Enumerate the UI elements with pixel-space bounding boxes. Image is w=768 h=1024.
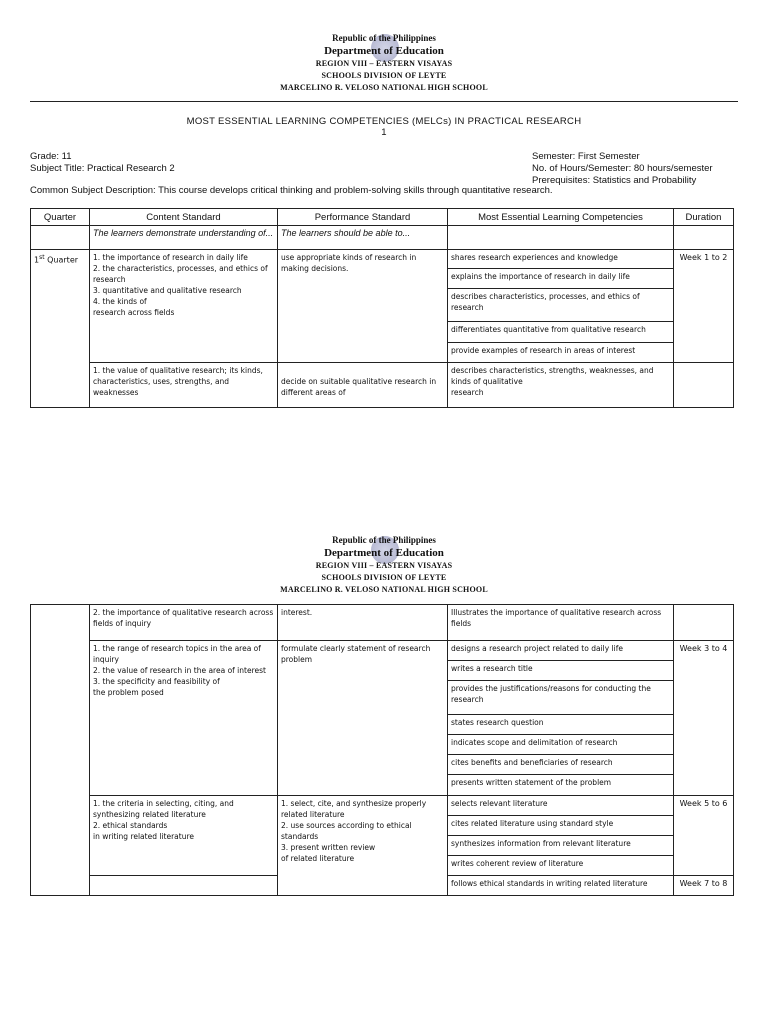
- subject-label: Subject Title: Practical Research 2: [30, 163, 175, 174]
- header-duration: Duration: [674, 209, 734, 226]
- performance-standard-block2: formulate clearly statement of research problem: [278, 641, 448, 796]
- content-standard-block2: 1. the range of research topics in the area of inquiry 2. the value of research in the area of interest 3. the specificity and feasibility of the problem posed: [90, 641, 278, 796]
- content-standard-block3: 1. the criteria in selecting, citing, and synthesizing related literature 2. ethical standards in writing related literature: [90, 796, 278, 876]
- header-melc: Most Essential Learning Competencies: [448, 209, 674, 226]
- prerequisites-label: Prerequisites: Statistics and Probability: [532, 175, 697, 186]
- republic-label: Republic of the Philippines: [332, 33, 436, 43]
- melc-item: describes characteristics, processes, and ethics of research: [448, 289, 674, 322]
- school-label: MARCELINO R. VELOSO NATIONAL HIGH SCHOOL: [280, 585, 488, 594]
- subheader-quarter-cell: [31, 226, 90, 250]
- document-header: [0, 534, 768, 596]
- header-quarter: Quarter: [31, 209, 90, 226]
- school-label: MARCELINO R. VELOSO NATIONAL HIGH SCHOOL: [280, 83, 488, 92]
- melc-item: Illustrates the importance of qualitative research across fields: [448, 605, 674, 641]
- melc-item: describes characteristics, strengths, weaknesses, and kinds of qualitative research: [448, 363, 674, 408]
- duration-row1: [674, 605, 734, 641]
- melc-item: writes coherent review of literature: [448, 856, 674, 876]
- header-content-standard: Content Standard: [90, 209, 278, 226]
- melc-item: cites related literature using standard style: [448, 816, 674, 836]
- duration-block1: Week 1 to 2: [674, 250, 734, 363]
- semester-label: Semester: First Semester: [532, 151, 640, 162]
- melc-item: provides the justifications/reasons for conducting the research: [448, 681, 674, 715]
- division-label: SCHOOLS DIVISION OF LEYTE: [321, 573, 447, 582]
- melc-item: states research question: [448, 715, 674, 735]
- quarter-ordinal: st: [39, 254, 45, 261]
- performance-standard-row1: interest.: [278, 605, 448, 641]
- region-label: REGION VIII – EASTERN VISAYAS: [315, 561, 453, 570]
- performance-standard-block3: 1. select, cite, and synthesize properly related literature 2. use sources according to ethical standards 3. present written review of related literature: [278, 796, 448, 896]
- department-label: Department of Education: [324, 547, 444, 559]
- hours-label: No. of Hours/Semester: 80 hours/semester: [532, 163, 713, 174]
- division-label: SCHOOLS DIVISION OF LEYTE: [321, 71, 447, 80]
- melc-item: designs a research project related to daily life: [448, 641, 674, 661]
- quarter-word: Quarter: [47, 255, 79, 265]
- header-rule: [30, 101, 738, 102]
- melc-item: explains the importance of research in daily life: [448, 269, 674, 289]
- melc-item: selects relevant literature: [448, 796, 674, 816]
- content-standard-block1: 1. the importance of research in daily life 2. the characteristics, processes, and ethics of research 3. quantitative and qualitative research 4. the kinds of research across fields: [90, 250, 278, 363]
- performance-standard-block1: use appropriate kinds of research in making decisions.: [278, 250, 448, 363]
- melc-item: follows ethical standards in writing related literature: [448, 876, 674, 896]
- subheader-content: The learners demonstrate understanding of...: [90, 226, 278, 250]
- melc-item: indicates scope and delimitation of research: [448, 735, 674, 755]
- melc-table-page1: [30, 208, 734, 408]
- duration-block3-a: Week 5 to 6: [674, 796, 734, 876]
- quarter-number: 1: [34, 255, 40, 265]
- melc-item: cites benefits and beneficiaries of research: [448, 755, 674, 775]
- republic-label: Republic of the Philippines: [332, 535, 436, 545]
- document-title: [0, 116, 768, 138]
- duration-block2: [674, 363, 734, 408]
- melc-item: provide examples of research in areas of interest: [448, 343, 674, 363]
- document-header: [0, 32, 768, 94]
- melc-item: writes a research title: [448, 661, 674, 681]
- melc-item: differentiates quantitative from qualitative research: [448, 322, 674, 343]
- melc-item: synthesizes information from relevant literature: [448, 836, 674, 856]
- department-label: Department of Education: [324, 45, 444, 57]
- grade-label: Grade: 11: [30, 151, 72, 162]
- duration-block2: Week 3 to 4: [674, 641, 734, 796]
- header-performance-standard: Performance Standard: [278, 209, 448, 226]
- region-label: REGION VIII – EASTERN VISAYAS: [315, 59, 453, 68]
- subject-description: Common Subject Description: This course develops critical thinking and problem-solving skills through quantitative research.: [30, 185, 553, 196]
- quarter-cell-continued: [31, 605, 90, 896]
- content-standard-block3-end: [90, 876, 278, 896]
- quarter-cell: [31, 250, 90, 408]
- melc-item: presents written statement of the problem: [448, 775, 674, 796]
- content-standard-block2: 1. the value of qualitative research; its kinds, characteristics, uses, strengths, and weaknesses: [90, 363, 278, 408]
- melc-table-page2: [30, 604, 734, 896]
- melc-item: shares research experiences and knowledge: [448, 250, 674, 269]
- subheader-performance: The learners should be able to...: [278, 226, 448, 250]
- performance-standard-block2: decide on suitable qualitative research in different areas of: [278, 363, 448, 408]
- subheader-duration-cell: [674, 226, 734, 250]
- subheader-melc-cell: [448, 226, 674, 250]
- title-main: MOST ESSENTIAL LEARNING COMPETENCIES (MELCs) IN PRACTICAL RESEARCH: [186, 116, 582, 127]
- title-number: 1: [381, 127, 387, 138]
- duration-block3-b: Week 7 to 8: [674, 876, 734, 896]
- content-standard-row1: 2. the importance of qualitative research across fields of inquiry: [90, 605, 278, 641]
